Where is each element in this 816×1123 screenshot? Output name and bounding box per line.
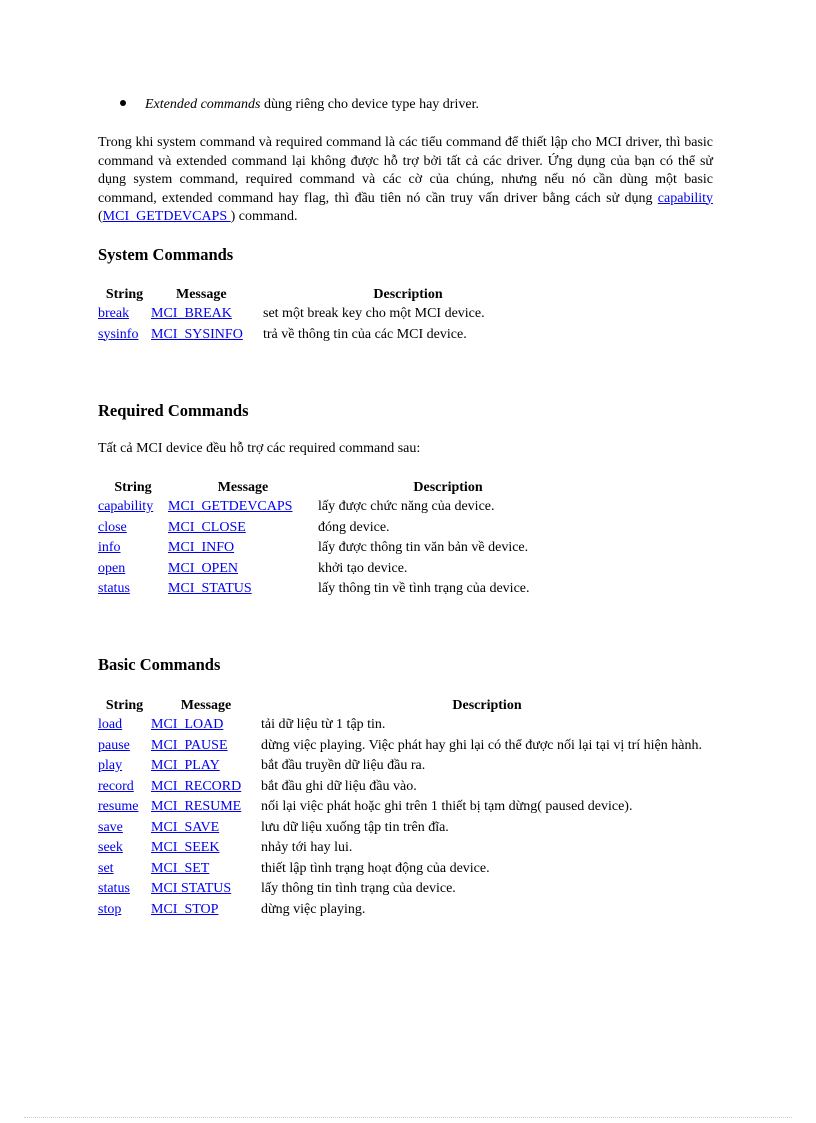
command-description-cell — [261, 737, 713, 758]
command-description-cell — [318, 560, 578, 581]
table-row — [98, 560, 578, 581]
command-string-link[interactable]: seek — [98, 840, 123, 855]
command-message-cell — [168, 539, 318, 560]
command-message-link[interactable]: MCI_INFO — [168, 540, 235, 555]
command-string-cell — [98, 839, 151, 860]
table-row — [98, 498, 578, 519]
basic-commands-table — [98, 696, 713, 921]
command-description-cell — [261, 860, 713, 881]
command-message-cell — [151, 880, 261, 901]
bullet-dot-icon — [120, 100, 126, 106]
table-header-row — [98, 696, 713, 716]
command-string-cell — [98, 880, 151, 901]
command-string-link[interactable]: open — [98, 560, 126, 576]
col-header-description: Description — [452, 698, 522, 713]
command-description-text: dừng việc playing. — [261, 901, 366, 917]
command-message-cell — [151, 737, 261, 758]
command-description-cell — [318, 539, 578, 560]
table-row — [98, 880, 713, 901]
basic-rows — [98, 716, 713, 921]
command-description-text: đóng device. — [318, 519, 390, 535]
command-string-link[interactable]: play — [98, 758, 123, 773]
command-message-link[interactable]: MCI_STOP — [151, 901, 219, 917]
command-message-link[interactable]: MCI_RESUME — [151, 799, 242, 814]
command-message-cell — [151, 778, 261, 799]
command-description-text: bắt đầu truyền dữ liệu đầu ra. — [261, 758, 426, 773]
table-row — [98, 901, 713, 922]
required-commands-table — [98, 478, 578, 601]
command-description-cell — [263, 305, 553, 326]
system-rows — [98, 305, 553, 346]
command-description-text: dừng việc playing. Việc phát hay ghi lại có thể được nối lại tại vị trí hiện hành. — [261, 737, 702, 753]
command-message-cell — [151, 326, 263, 347]
command-message-link[interactable]: MCI_SET — [151, 860, 210, 876]
command-string-cell — [98, 737, 151, 758]
command-description-text: set một break key cho một MCI device. — [263, 306, 485, 321]
command-string-link[interactable]: pause — [98, 737, 130, 753]
table-row — [98, 839, 713, 860]
command-description-cell — [261, 757, 713, 778]
command-string-link[interactable]: status — [98, 881, 130, 896]
command-message-link[interactable]: MCI_GETDEVCAPS — [168, 499, 293, 514]
command-description-cell — [318, 580, 578, 601]
command-message-cell — [151, 819, 261, 840]
table-row — [98, 716, 713, 737]
command-description-cell — [261, 716, 713, 737]
command-message-link[interactable]: MCI STATUS — [151, 881, 232, 896]
command-string-cell — [98, 519, 168, 540]
intro-paragraph — [98, 134, 713, 227]
command-description-text: lưu dữ liệu xuống tập tin trên đĩa. — [261, 819, 449, 835]
table-row — [98, 539, 578, 560]
command-string-link[interactable]: load — [98, 717, 123, 732]
page-bottom-rule — [24, 1117, 792, 1118]
command-string-cell — [98, 757, 151, 778]
command-string-link[interactable]: stop — [98, 901, 122, 917]
table-header-row — [98, 478, 578, 498]
command-message-cell — [151, 901, 261, 922]
command-message-link[interactable]: MCI_SYSINFO — [151, 326, 243, 342]
command-message-cell — [168, 560, 318, 581]
command-description-text: lấy thông tin tình trạng của device. — [261, 881, 456, 896]
command-message-link[interactable]: MCI_CLOSE — [168, 519, 246, 535]
command-string-cell — [98, 498, 168, 519]
command-message-link[interactable]: MCI_RECORD — [151, 778, 242, 794]
table-row — [98, 737, 713, 758]
command-string-link[interactable]: save — [98, 819, 123, 835]
command-string-link[interactable]: info — [98, 540, 121, 555]
command-string-link[interactable]: record — [98, 778, 134, 794]
command-description-cell — [261, 819, 713, 840]
command-description-cell — [261, 798, 713, 819]
command-description-text: nhảy tới hay lui. — [261, 840, 353, 855]
command-description-cell — [261, 901, 713, 922]
table-row — [98, 757, 713, 778]
command-description-cell — [318, 498, 578, 519]
command-message-cell — [168, 519, 318, 540]
table-row — [98, 305, 553, 326]
command-message-cell — [168, 580, 318, 601]
intro-text-end: ) command. — [230, 209, 298, 224]
command-message-link[interactable]: MCI_SEEK — [151, 840, 220, 855]
command-message-cell — [151, 305, 263, 326]
col-header-description: Description — [373, 287, 443, 302]
command-string-cell — [98, 326, 151, 347]
command-message-link[interactable]: MCI_STATUS — [168, 581, 252, 596]
system-commands-table — [98, 285, 553, 346]
command-string-cell — [98, 860, 151, 881]
command-string-link[interactable]: sysinfo — [98, 326, 139, 342]
command-description-cell — [261, 778, 713, 799]
command-message-cell — [151, 757, 261, 778]
bullet-italic: Extended commands — [145, 97, 261, 112]
table-row — [98, 798, 713, 819]
command-string-cell — [98, 819, 151, 840]
command-string-cell — [98, 560, 168, 581]
capability-link[interactable]: capability — [657, 190, 713, 206]
basic-commands-heading: Basic Commands — [98, 655, 221, 674]
col-header-message: Message — [217, 480, 269, 495]
command-description-text: bắt đầu ghi dữ liệu đầu vào. — [261, 778, 417, 794]
command-description-cell — [261, 880, 713, 901]
bullet-item — [120, 97, 479, 113]
col-header-string: String — [105, 287, 144, 302]
command-description-text: nối lại việc phát hoặc ghi trên 1 thiết bị tạm dừng( paused device). — [261, 799, 633, 814]
command-string-cell — [98, 539, 168, 560]
required-note: Tất cả MCI device đều hỗ trợ các required command sau: — [98, 441, 421, 456]
table-row — [98, 326, 553, 347]
command-description-text: trả về thông tin của các MCI device. — [263, 326, 467, 342]
command-description-text: tải dữ liệu từ 1 tập tin. — [261, 717, 386, 732]
command-message-cell — [151, 839, 261, 860]
command-string-link[interactable]: break — [98, 306, 130, 321]
command-string-link[interactable]: resume — [98, 799, 139, 814]
command-message-cell — [151, 860, 261, 881]
table-row — [98, 860, 713, 881]
command-description-text: khởi tạo device. — [318, 560, 408, 576]
table-row — [98, 819, 713, 840]
intro-paren: ( — [98, 209, 103, 224]
col-header-string: String — [105, 698, 144, 713]
intro-text: Trong khi system command và required command là các tiểu command để thiết lập cho MCI driver, thì basic command và extended command lại không được hỗ trợ bởi tất cả các driver. Ứng dụng của bạn có thể sử dụng system command, required command và các cờ của chúng, nhưng nếu nó cần dùng một basic command, extended command hay flag, thì đầu tiên nó cần truy vấn driver bằng cách sử dụng — [98, 135, 713, 206]
command-string-link[interactable]: close — [98, 519, 127, 535]
command-string-cell — [98, 716, 151, 737]
command-string-link[interactable]: status — [98, 581, 130, 596]
system-commands-heading: System Commands — [98, 245, 234, 264]
command-message-cell — [151, 798, 261, 819]
col-header-message: Message — [176, 287, 227, 302]
col-header-message: Message — [180, 698, 232, 713]
col-header-string: String — [114, 480, 152, 495]
command-string-cell — [98, 580, 168, 601]
command-description-cell — [318, 519, 578, 540]
command-message-link[interactable]: MCI_PAUSE — [151, 737, 228, 753]
command-description-cell — [261, 839, 713, 860]
command-string-cell — [98, 778, 151, 799]
command-description-text: lấy được chức năng của device. — [318, 499, 495, 514]
command-description-text: lấy được thông tin văn bản về device. — [318, 540, 529, 555]
command-string-cell — [98, 798, 151, 819]
table-row — [98, 580, 578, 601]
required-commands-heading: Required Commands — [98, 401, 249, 420]
command-string-link[interactable]: set — [98, 860, 114, 876]
command-string-cell — [98, 305, 151, 326]
table-header-row — [98, 285, 553, 305]
getdevcaps-link[interactable]: MCI_GETDEVCAPS — [102, 209, 231, 224]
col-header-description: Description — [413, 480, 483, 495]
required-rows — [98, 498, 578, 601]
command-description-text: thiết lập tình trạng hoạt động của device. — [261, 860, 490, 876]
command-message-link[interactable]: MCI_LOAD — [151, 717, 224, 732]
command-message-link[interactable]: MCI_OPEN — [168, 560, 239, 576]
command-string-cell — [98, 901, 151, 922]
command-message-link[interactable]: MCI_PLAY — [151, 758, 220, 773]
command-message-cell — [168, 498, 318, 519]
command-message-link[interactable]: MCI_BREAK — [151, 306, 232, 321]
table-row — [98, 778, 713, 799]
command-message-link[interactable]: MCI_SAVE — [151, 819, 220, 835]
command-string-link[interactable]: capability — [98, 499, 154, 514]
command-description-text: lấy thông tin về tình trạng của device. — [318, 581, 530, 596]
command-description-cell — [263, 326, 553, 347]
bullet-text: dùng riêng cho device type hay driver. — [260, 97, 479, 112]
command-message-cell — [151, 716, 261, 737]
table-row — [98, 519, 578, 540]
